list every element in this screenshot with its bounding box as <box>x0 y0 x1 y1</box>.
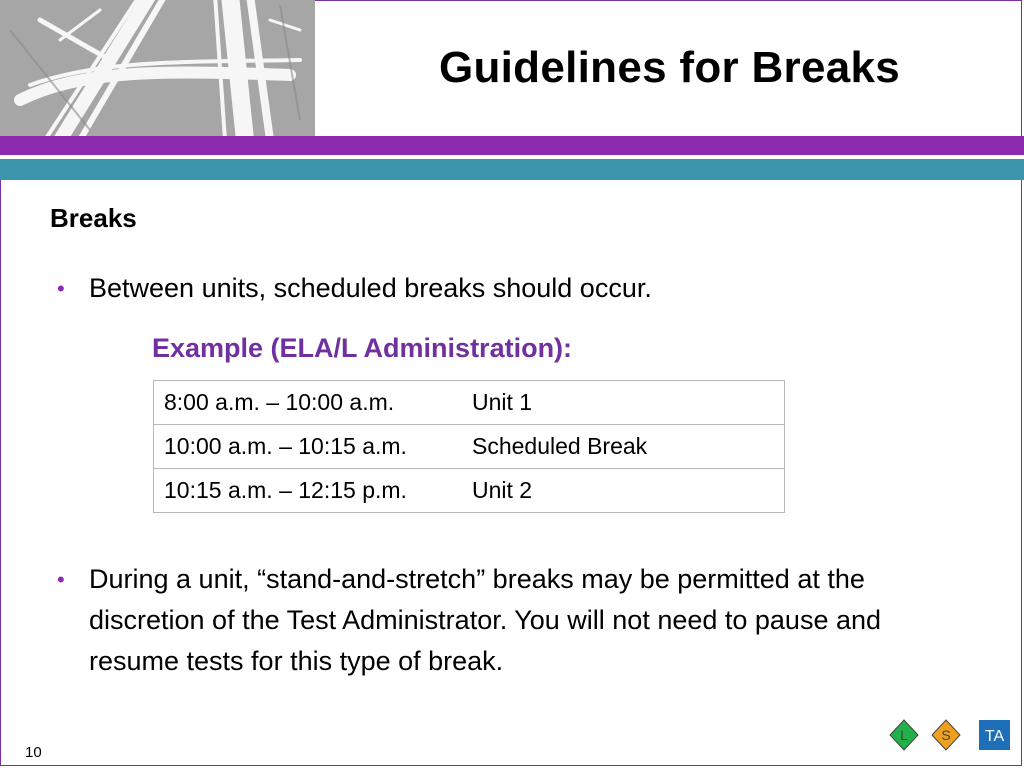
test-admin-icon[interactable] <box>979 720 1010 750</box>
bullet-text: Between units, scheduled breaks should occur. <box>89 273 652 303</box>
bullet-item <box>57 268 977 309</box>
speaking-icon[interactable] <box>932 720 960 750</box>
listening-icon-label: L <box>900 727 908 743</box>
time-cell: 10:00 a.m. – 10:15 a.m. <box>154 425 463 469</box>
speaking-icon-label: S <box>941 727 951 743</box>
time-cell: 10:15 a.m. – 12:15 p.m. <box>154 469 463 513</box>
schedule-table <box>153 380 785 513</box>
section-heading: Breaks <box>50 203 137 233</box>
activity-cell: Unit 1 <box>462 381 785 425</box>
header-band-purple <box>0 136 1024 155</box>
table-row <box>154 469 785 513</box>
table-row <box>154 381 785 425</box>
bullet-item <box>57 559 977 684</box>
slide-title: Guidelines for Breaks <box>438 43 901 92</box>
time-cell: 8:00 a.m. – 10:00 a.m. <box>154 381 463 425</box>
bullet-dot-icon: • <box>57 567 65 592</box>
domain-icons <box>887 717 1012 757</box>
example-label: Example (ELA/L Administration): <box>152 333 573 363</box>
a-logo-icon <box>0 0 315 136</box>
table-row <box>154 425 785 469</box>
header-band-teal <box>0 159 1024 180</box>
page-number: 10 <box>25 744 42 761</box>
bullet-dot-icon: • <box>57 276 65 301</box>
activity-cell: Unit 2 <box>462 469 785 513</box>
test-admin-icon-label: TA <box>984 728 1005 745</box>
logo-panel <box>0 0 315 136</box>
bullet-text: During a unit, “stand-and-stretch” breaks may be permitted at the discretion of the Test Administrator. You will not need to pause and resume tests for this type of break. <box>89 564 882 676</box>
activity-cell: Scheduled Break <box>462 425 785 469</box>
listening-icon[interactable] <box>890 720 918 750</box>
